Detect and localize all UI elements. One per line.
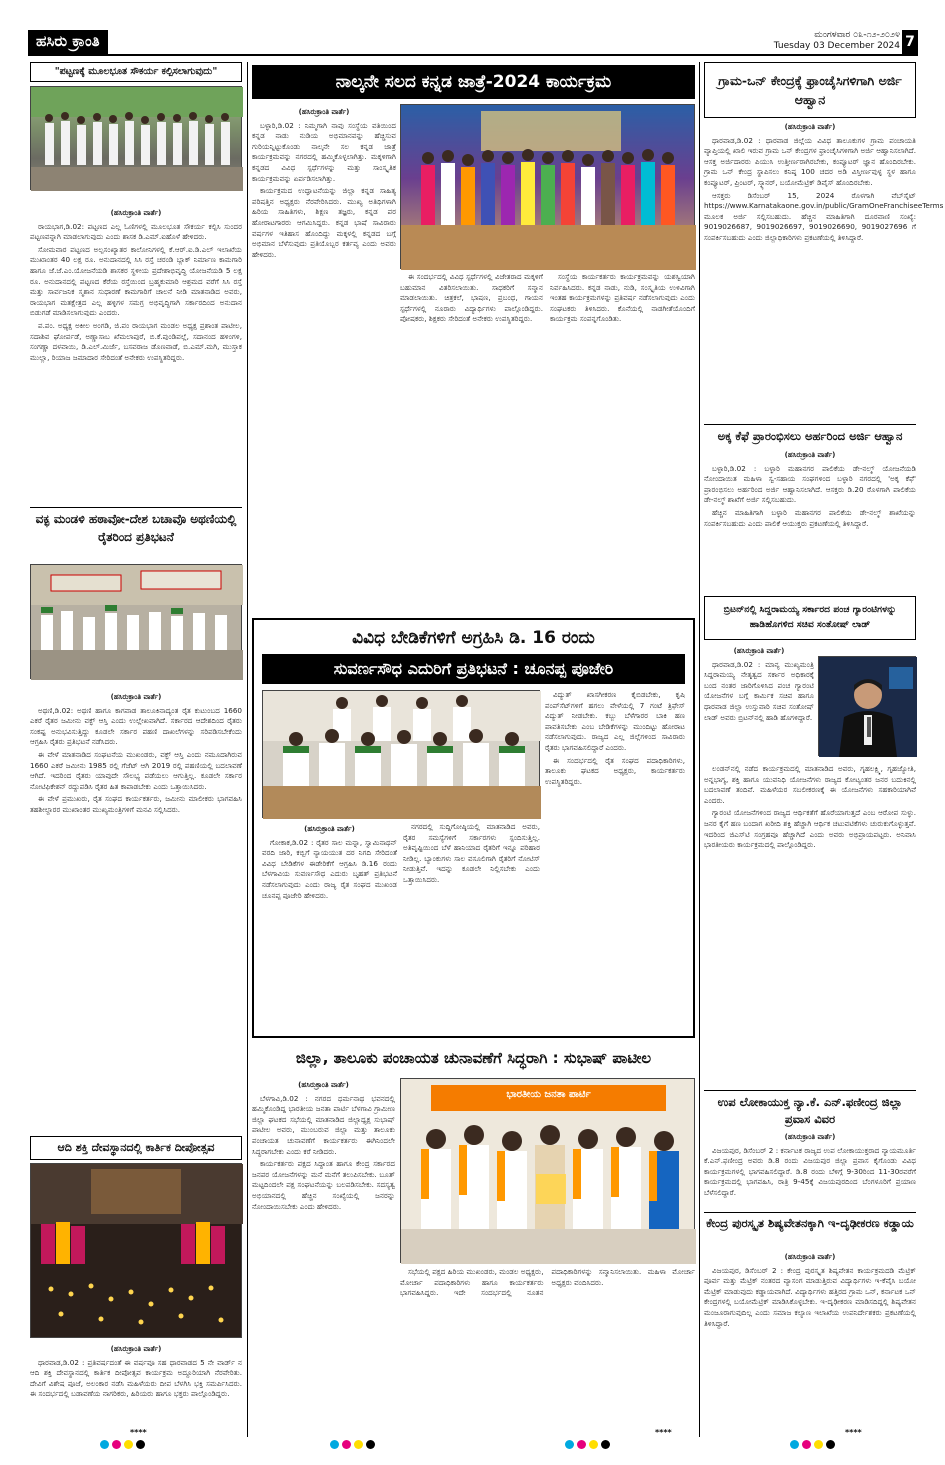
paragraph: ರಾಯಭಾಗ,ಡಿ.02: ಪಟ್ಟಣದ ಎಲ್ಲ ಓಣಿಗಳಲ್ಲಿ ಮೂಲಭೂತ ಸೌಕರ್ಯ ಕಲ್ಪಿಸಿ ಸುಂದರ ಪಟ್ಟಣವನ್ನಾಗಿ ಮಾಡಲಾಗುವುದು ಎಂದು ಶಾಸಕ ಡಿ.ಎಮ್.ಐಹೊಳೆ ಹೇಳಿದರು. [30,221,242,242]
headline-akka-cafe: ಅಕ್ಕ ಕೆಫೆ ಪ್ರಾರಂಭಿಸಲು ಅರ್ಹರಿಂದ ಅರ್ಜಿ ಆಹ್ವಾನ [717,429,903,443]
article-kannada-jatre-body-col1 [252,105,396,610]
end-mark: **** [845,1428,862,1437]
registration-dot [124,1440,133,1449]
registration-dot [100,1440,109,1449]
registration-marks [100,1440,145,1450]
paragraph: ಕಾರ್ಯಕರ್ತರು ಪಕ್ಷದ ಸಿದ್ಧಾಂತ ಹಾಗೂ ಕೇಂದ್ರ ಸರ್ಕಾರದ ಜನಪರ ಯೋಜನೆಗಳನ್ನು ಮನೆ ಮನೆಗೆ ತಲುಪಿಸಬೇಕು. ಬೂತ್ ಮಟ್ಟದಿಂದಲೇ ಪಕ್ಷ ಸಂಘಟನೆಯನ್ನು ಬಲಪಡಿಸಬೇಕು. ಸದಸ್ಯತ್ವ ಅಭಿಯಾನದಲ್ಲಿ ಹೆಚ್ಚಿನ ಸಂಖ್ಯೆಯಲ್ಲಿ ಜನರನ್ನು ನೋಂದಾಯಿಸಬೇಕು ಎಂದು ಹೇಳಿದರು. [252,1159,395,1211]
paragraph: ಗೋಕಾಕ,ಡಿ.02 : ರೈತರ ಸಾಲ ಮನ್ನಾ, ಸ್ವಾಮಿನಾಥನ್ ವರದಿ ಜಾರಿ, ಕಬ್ಬಿಗೆ ನ್ಯಾಯಯುತ ದರ ನಿಗದಿ ಸೇರಿದಂತೆ ವಿವಿಧ ಬೇಡಿಕೆಗಳ ಈಡೇರಿಕೆಗೆ ಆಗ್ರಹಿಸಿ ಡಿ.16 ರಂದು ಬೆಳಗಾವಿಯ ಸುವರ್ಣಸೌಧ ಎದುರು ಬೃಹತ್ ಪ್ರತಿಭಟನೆ ನಡೆಸಲಾಗುವುದು ಎಂದು ರಾಜ್ಯ ರೈತ ಸಂಘದ ಮುಖಂಡ ಚೂನಪ್ಪ ಪೂಜೇರಿ ಹೇಳಿದರು. [262,837,397,900]
headline-suvarnasoudha-line1: ವಿವಿಧ ಬೇಡಿಕೆಗಳಿಗೆ ಅಗ್ರಹಿಸಿ ಡಿ. 16 ರಂದು [352,628,595,648]
photo-banner-text: ಭಾರತೀಯ ಜನತಾ ಪಾರ್ಟಿ [506,1089,591,1100]
article-kannada-jatre-body-col2 [400,272,543,610]
paragraph: ಬೆಳಗಾವಿ,ಡಿ.02 : ನಗರದ ಧರ್ಮನಾಥ ಭವನದಲ್ಲಿ ಹಮ್ಮಿಕೊಂಡಿದ್ದ ಭಾರತೀಯ ಜನತಾ ಪಾರ್ಟಿ ಬೆಳಗಾವಿ ಗ್ರಾಮೀಣ ಜಿಲ್ಲಾ ಘಟಕದ ಸಭೆಯಲ್ಲಿ ಮಾತನಾಡಿದ ಜಿಲ್ಲಾಧ್ಯಕ್ಷ ಸುಭಾಷ್ ಪಾಟೀಲ ಅವರು, ಮುಂಬರುವ ಜಿಲ್ಲಾ ಮತ್ತು ತಾಲೂಕು ಪಂಚಾಯತ ಚುನಾವಣೆಗೆ ಕಾರ್ಯಕರ್ತರು ಈಗಿನಿಂದಲೇ ಸಿದ್ಧರಾಗಬೇಕು ಎಂದು ಕರೆ ನೀಡಿದರು. [252,1093,395,1156]
paragraph: ಈ ಸಂದರ್ಭದಲ್ಲಿ ರೈತ ಸಂಘದ ಪದಾಧಿಕಾರಿಗಳು, ತಾಲೂಕು ಘಟಕದ ಅಧ್ಯಕ್ಷರು, ಕಾರ್ಯಕರ್ತರು ಉಪಸ್ಥಿತರಿದ್ದರು. [545,755,685,786]
article-panchayat-election-body-col2 [400,1267,695,1435]
paragraph: ಈ ಸಂದರ್ಭದಲ್ಲಿ ವಿವಿಧ ಸ್ಪರ್ಧೆಗಳಲ್ಲಿ ವಿಜೇತರಾದ ಮಕ್ಕಳಿಗೆ ಬಹುಮಾನ ವಿತರಿಸಲಾಯಿತು. ಸಾಧಕರಿಗೆ ಸನ್ಮಾನ ಮಾಡಲಾಯಿತು. ಚಿತ್ರಕಲೆ, ಭಾಷಣ, ಪ್ರಬಂಧ, ಗಾಯನ ಸ್ಪರ್ಧೆಗಳಲ್ಲಿ ನೂರಾರು ವಿದ್ಯಾರ್ಥಿಗಳು ಪಾಲ್ಗೊಂಡಿದ್ದರು. ಪೋಷಕರು, ಶಿಕ್ಷಕರು ಸೇರಿದಂತೆ ಅನೇಕರು ಉಪಸ್ಥಿತರಿದ್ದರು. [400,272,543,324]
article-santosh-lad-body [704,764,916,1086]
article-kannada-jatre-body-col3 [550,272,695,610]
registration-dot [330,1440,339,1449]
paragraph: ವಿದ್ಯುತ್ ಖಾಸಗೀಕರಣ ಕೈಬಿಡಬೇಕು, ಕೃಷಿ ಪಂಪ್‌ಸೆಟ್‌ಗಳಿಗೆ ಹಗಲು ವೇಳೆಯಲ್ಲಿ 7 ಗಂಟೆ ತ್ರಿಫೇಸ್ ವಿದ್ಯುತ್ ನೀಡಬೇಕು. ಕಬ್ಬು ಬೆಳೆಗಾರರ ಬಾಕಿ ಹಣ ಪಾವತಿಸಬೇಕು ಎಂಬ ಬೇಡಿಕೆಗಳನ್ನು ಮುಂದಿಟ್ಟು ಹೋರಾಟ ನಡೆಸಲಾಗುವುದು. ರಾಜ್ಯದ ಎಲ್ಲ ಜಿಲ್ಲೆಗಳಿಂದ ಸಾವಿರಾರು ರೈತರು ಭಾಗವಹಿಸಲಿದ್ದಾರೆ ಎಂದರು. [545,690,685,752]
end-mark: **** [655,1428,672,1437]
article-upa-lokayukta-body [704,1130,916,1210]
registration-dot [366,1440,375,1449]
registration-dot [136,1440,145,1449]
headline-karthika-deepotsava: ಆದಿ ಶಕ್ತಿ ದೇವಸ್ಥಾನದಲ್ಲಿ ಕಾರ್ತಿಕ ದೀಪೋತ್ಸವ [30,1136,242,1160]
registration-dot [601,1440,610,1449]
bjp-meeting-graphic [401,1079,696,1264]
registration-dot [112,1440,121,1449]
byline: (ಹಸಿರುಕ್ರಾಂತಿ ವಾರ್ತೆ) [304,825,355,833]
byline: (ಹಸಿರುಕ್ರಾಂತಿ ವಾರ್ತೆ) [110,209,162,217]
lamps-graphic [31,1164,243,1339]
article-divider [704,1090,916,1091]
registration-dot [802,1440,811,1449]
headline-grama-one: ಗ್ರಾಮ-ಒನ್ ಕೇಂದ್ರಕ್ಕೆ ಫ್ರಾಂಚೈಸಿಗಳಿಗಾಗಿ ಅರ್ಜಿ ಆಹ್ವಾನ [704,62,916,118]
paragraph: ನಗರದಲ್ಲಿ ಸುದ್ದಿಗೋಷ್ಠಿಯಲ್ಲಿ ಮಾತನಾಡಿದ ಅವರು, ರೈತರ ಸಮಸ್ಯೆಗಳಿಗೆ ಸರ್ಕಾರಗಳು ಸ್ಪಂದಿಸುತ್ತಿಲ್ಲ. ಅತಿವೃಷ್ಟಿಯಿಂದ ಬೆಳೆ ಹಾನಿಯಾದ ರೈತರಿಗೆ ಇನ್ನೂ ಪರಿಹಾರ ನೀಡಿಲ್ಲ. ಬ್ಯಾಂಕುಗಳು ಸಾಲ ವಸೂಲಿಗಾಗಿ ರೈತರಿಗೆ ನೋಟಿಸ್ ನೀಡುತ್ತಿವೆ. ಇದನ್ನು ಕೂಡಲೇ ನಿಲ್ಲಿಸಬೇಕು ಎಂದು ಒತ್ತಾಯಿಸಿದರು. [403,822,540,884]
byline: (ಹಸಿರುಕ್ರಾಂತಿ ವಾರ್ತೆ) [298,108,350,116]
photo-farmers-protest [30,564,242,679]
paragraph: ಬಳ್ಳಾರಿ,ಡಿ.02 : ನಿಮ್ಮಗಾಗಿ ನಾವು ಸಂಸ್ಥೆಯ ವತಿಯಿಂದ ಕನ್ನಡ ನಾಡು ನುಡಿಯ ಅಭಿಮಾನವನ್ನು ಹೆಚ್ಚಿಸುವ ಗುರಿಯನ್ನಿಟ್ಟುಕೊಂಡು ನಾಲ್ಕನೇ ಸಲ ಕನ್ನಡ ಜಾತ್ರೆ ಕಾರ್ಯಕ್ರಮವನ್ನು ನಗರದಲ್ಲಿ ಹಮ್ಮಿಕೊಳ್ಳಲಾಗಿತ್ತು. ಮಕ್ಕಳಿಗಾಗಿ ಕನ್ನಡದ ವಿವಿಧ ಸ್ಪರ್ಧೆಗಳನ್ನು ಮತ್ತು ಸಾಂಸ್ಕೃತಿಕ ಕಾರ್ಯಕ್ರಮವನ್ನು ಏರ್ಪಡಿಸಲಾಗಿತ್ತು. [252,120,396,183]
page-number: 7 [902,30,918,54]
registration-dot [565,1440,574,1449]
speaker-graphic [819,657,917,757]
article-scholarship-body [704,1250,916,1430]
byline: (ಹಸಿರುಕ್ರಾಂತಿ ವಾರ್ತೆ) [784,123,836,131]
article-waqf-protest-body [30,690,242,1120]
registration-marks [790,1440,835,1450]
article-protest-body-col2 [403,822,540,1030]
photo-bjp-meeting [400,1078,695,1263]
article-protest-body-col3 [545,690,685,1030]
headline-panchayat-election: ಜಿಲ್ಲಾ, ತಾಲೂಕು ಪಂಚಾಯತ ಚುನಾವಣೆಗೆ ಸಿದ್ಧರಾಗಿ : ಸುಭಾಷ್ ಪಾಟೀಲ [295,1049,652,1067]
paragraph: ಧಾರವಾಡ,ಡಿ.02 : ಮಾನ್ಯ ಮುಖ್ಯಮಂತ್ರಿ ಸಿದ್ದರಾಮಯ್ಯ ನೇತೃತ್ವದ ಸರ್ಕಾರ ಅಧಿಕಾರಕ್ಕೆ ಬಂದ ನಂತರ ಜಾರಿಗೊಳಿಸಿದ ಪಂಚ ಗ್ಯಾರಂಟಿ ಯೋಜನೆಗಳ ಬಗ್ಗೆ ಕಾರ್ಮಿಕ ಸಚಿವ ಹಾಗೂ ಧಾರವಾಡ ಜಿಲ್ಲಾ ಉಸ್ತುವಾರಿ ಸಚಿವ ಸಂತೋಷ್ ಲಾಡ್ ಅವರು ಬ್ರಿಟನ್‌ನಲ್ಲಿ ಹಾಡಿ ಹೊಗಳಿದ್ದಾರೆ. [704,659,814,722]
paragraph: ಆಸಕ್ತರು ಡಿಸೆಂಬರ್ 15, 2024 ರೊಳಗಾಗಿ ವೆಬ್‌ಸೈಟ್ https://www.Karnatakaone.gov.in/public/GramOneFranchiseeTerms ಮೂಲಕ ಅರ್ಜಿ ಸಲ್ಲಿಸಬಹುದು. ಹೆಚ್ಚಿನ ಮಾಹಿತಿಗಾಗಿ ದೂರವಾಣಿ ಸಂಖ್ಯೆ: 9019026687, 9019026697, 9019026690, 9019027696 ಗೆ ಸಂಪರ್ಕಿಸಬಹುದು ಎಂದು ಜಿಲ್ಲಾಧಿಕಾರಿಗಳು ಪ್ರಕಟಣೆಯಲ್ಲಿ ತಿಳಿಸಿದ್ದಾರೆ. [704,190,944,242]
article-protest-body-col1 [262,822,397,1030]
registration-dot [577,1440,586,1449]
registration-dot [814,1440,823,1449]
headline-waqf-protest: ವಕ್ಫ ಮಂಡಳಿ ಹಠಾವೋ-ದೇಶ ಬಚಾವೊ ಅಥಣಿಯಲ್ಲಿ ರೈತರಿಂದ ಪ್ರತಿಭಟನೆ [35,512,237,544]
photo-santosh-lad [818,656,916,756]
paragraph: ಸಭೆಯಲ್ಲಿ ಪಕ್ಷದ ಹಿರಿಯ ಮುಖಂಡರು, ಮಂಡಲ ಅಧ್ಯಕ್ಷರು, ಮೋರ್ಚಾ ಪದಾಧಿಕಾರಿಗಳು ಹಾಗೂ ಕಾರ್ಯಕರ್ತರು ಭಾಗವಹಿಸಿದ್ದರು. ಇದೇ ಸಂದರ್ಭದಲ್ಲಿ ನೂತನ ಪದಾಧಿಕಾರಿಗಳನ್ನು ಸನ್ಮಾನಿಸಲಾಯಿತು. ಮಹಿಳಾ ಮೋರ್ಚಾ ಅಧ್ಯಕ್ಷರು ವಂದಿಸಿದರು. [400,1267,695,1298]
stage-graphic [401,105,696,270]
registration-marks [565,1440,610,1450]
article-grama-one-body [704,120,944,420]
article-divider [30,507,242,508]
date-kannada: ಮಂಗಳವಾರ ೦೩-೧೨-೨೦೨೪ [814,30,900,40]
paragraph: ಲಂಡನ್‌ನಲ್ಲಿ ನಡೆದ ಕಾರ್ಯಕ್ರಮದಲ್ಲಿ ಮಾತನಾಡಿದ ಅವರು, ಗೃಹಲಕ್ಷ್ಮಿ, ಗೃಹಜ್ಯೋತಿ, ಅನ್ನಭಾಗ್ಯ, ಶಕ್ತಿ ಹಾಗೂ ಯುವನಿಧಿ ಯೋಜನೆಗಳು ರಾಜ್ಯದ ಕೋಟ್ಯಂತರ ಜನರ ಬದುಕಿನಲ್ಲಿ ಬದಲಾವಣೆ ತಂದಿವೆ. ಮಹಿಳೆಯರ ಸಬಲೀಕರಣಕ್ಕೆ ಈ ಯೋಜನೆಗಳು ಸಹಕಾರಿಯಾಗಿವೆ ಎಂದರು. [704,764,916,805]
photo-groundbreaking-ceremony [30,86,242,190]
headline-basic-facilities: "ಪಟ್ಟಣಕ್ಕೆ ಮೂಲಭೂತ ಸೌಕರ್ಯ ಕಲ್ಪಿಸಲಾಗುವುದು" [30,62,242,82]
group-people-graphic [31,87,243,191]
headline-scholarship: ಕೇಂದ್ರ ಪುರಸ್ಕೃತ ಶಿಷ್ಯವೇತನಕ್ಕಾಗಿ ಇ-ದೃಢೀಕರಣ ಕಡ್ಡಾಯ [706,1216,914,1230]
photo-press-meet [262,690,540,818]
paragraph: ಪ.ಪಂ. ಅಧ್ಯಕ್ಷ ಅಕೀಲ ಅಂಗಡಿ, ಜಿ.ಪಂ ರಾಯಭಾಗ ಮಂಡಲ ಅಧ್ಯಕ್ಷ ಪ್ರಶಾಂತ ಪಾಟೀಲ, ಸದಾಶಿವ ಘೋರ್ಪಡೆ, ಅಣ್ಣಾಸಾಬ ಖೆಮಲಾಪುರೆ, ಬಿ.ಕೆ.ಪುಂಡಿಪಲ್ಲೆ, ಸದಾನಂದ ಹಳಿಂಗಳಿ, ಸಂಗಣ್ಣಾ ದಳವಾಯಿ, ಡಿ.ಎಲ್.ಮಿರ್ಜೆ, ಬಸವರಾಜ ಡೊಣವಾಡೆ, ಬಿ.ಎಮ್.ಮಗಿ, ಮುಸ್ತಾಕ ಮುಲ್ಲಾ, ರಿಯಾಜ ಜಮಾದಾರ ಸೇರಿದಂತೆ ಅನೇಕರು ಉಪಸ್ಥಿತರಿದ್ದರು. [30,320,242,362]
article-akka-cafe-body [704,448,916,592]
paragraph: ಸೋಮವಾರ ಪಟ್ಟಣದ ಅಲ್ಪಸಂಖ್ಯಾತರ ಕಾಲೋನಿಗಳಲ್ಲಿ ಕೆ.ಆರ್.ಐ.ಡಿ.ಎಲ್ ಇಲಾಖೆಯ ಮುಖಾಂತರ 40 ಲಕ್ಷ ರೂ. ಅನುದಾನದಲ್ಲಿ ಸಿಸಿ ರಸ್ತೆ ಚರಂಡಿ ಬ್ಲಾಕ್ ನಿರ್ಮಾಣ ಕಾಮಗಾರಿ ಹಾಗೂ ಜೆ.ಜೆ.ಎಂ.ಯೋಜನೆಯಡಿ ಶಾಸಕರ ಸ್ಥಳೀಯ ಪ್ರದೇಶಾಭಿವೃದ್ಧಿ ಯೋಜನೆಯಡಿ 5 ಲಕ್ಷ ರೂ. ಅನುದಾನದಲ್ಲಿ ಪಟ್ಟಣದ ಕೆರೆಯ ರಸ್ತೆಯಿಂದ ಬ್ರಹ್ಮಕುಮಾರಿ ಆಶ್ರಮದ ವರೆಗೆ ಸಿಸಿ ರಸ್ತೆ ಮತ್ತು ಸಾರ್ವಜನಿಕ ಸ್ಮಶಾನ ಸುಧಾರಣೆ ಕಾಮಗಾರಿಗೆ ಚಾಲನೆ ನೀಡಿ ಮಾತನಾಡಿದ ಅವರು, ರಾಯಭಾಗ ಮತಕ್ಷೇತ್ರದ ಎಲ್ಲ ಹಳ್ಳಿಗಳ ಸಮಗ್ರ ಅಭಿವೃದ್ಧಿಗಾಗಿ ಸರ್ಕಾರದಿಂದ ಅನುದಾನ ಬಿಡುಗಡೆ ಮಾಡಿಸಲಾಗುವುದು ಎಂದರು. [30,244,242,318]
paragraph: ಧಾರವಾಡ,ಡಿ.02 : ಪ್ರತಿವರ್ಷದಂತೆ ಈ ವರ್ಷವೂ ಸಹ ಧಾರವಾಡದ 5 ನೇ ವಾರ್ಡ್ ನ ಆದಿ ಶಕ್ತಿ ದೇವಸ್ಥಾನದಲ್ಲಿ ಕಾರ್ತಿಕ ದೀಪೋತ್ಸವ ಕಾರ್ಯಕ್ರಮ ಅದ್ದೂರಿಯಾಗಿ ನೆರವೇರಿತು. ದೇವಿಗೆ ವಿಶೇಷ ಪೂಜೆ, ಅಲಂಕಾರ ನಡೆಸಿ ಮಹಿಳೆಯರು ದೀಪ ಬೆಳಗಿಸಿ ಭಕ್ತಿ ಸಮರ್ಪಿಸಿದರು. ಈ ಸಂದರ್ಭದಲ್ಲಿ ಬಡಾವಣೆಯ ನಾಗರಿಕರು, ಹಿರಿಯರು ಹಾಗೂ ಭಕ್ತರು ಪಾಲ್ಗೊಂಡಿದ್ದರು. [30,1357,242,1399]
paragraph: ಕಾರ್ಯಕ್ರಮದ ಉದ್ಘಾಟನೆಯನ್ನು ಜಿಲ್ಲಾ ಕನ್ನಡ ಸಾಹಿತ್ಯ ಪರಿಷತ್ತಿನ ಅಧ್ಯಕ್ಷರು ನೆರವೇರಿಸಿದರು. ಮುಖ್ಯ ಅತಿಥಿಗಳಾಗಿ ಹಿರಿಯ ಸಾಹಿತಿಗಳು, ಶಿಕ್ಷಣ ತಜ್ಞರು, ಕನ್ನಡ ಪರ ಹೋರಾಟಗಾರರು ಆಗಮಿಸಿದ್ದರು. ಕನ್ನಡ ಭಾಷೆ ಸಾವಿರಾರು ವರ್ಷಗಳ ಇತಿಹಾಸ ಹೊಂದಿದ್ದು ಮಕ್ಕಳಲ್ಲಿ ಕನ್ನಡದ ಬಗ್ಗೆ ಅಭಿಮಾನ ಬೆಳೆಸುವುದು ಪ್ರತಿಯೊಬ್ಬರ ಕರ್ತವ್ಯ ಎಂದು ಅವರು ಹೇಳಿದರು. [252,186,396,259]
photo-deepotsava [30,1163,242,1338]
paragraph: ಧಾರವಾಡ,ಡಿ.02 : ಧಾರವಾಡ ಜಿಲ್ಲೆಯ ವಿವಿಧ ತಾಲೂಕುಗಳ ಗ್ರಾಮ ಪಂಚಾಯತಿ ವ್ಯಾಪ್ತಿಯಲ್ಲಿ ಖಾಲಿ ಇರುವ ಗ್ರಾಮ ಒನ್ ಕೇಂದ್ರಗಳ ಫ್ರಾಂಚೈಸಿಗಳಿಗಾಗಿ ಅರ್ಜಿ ಆಹ್ವಾನಿಸಲಾಗಿದೆ. ಆಸಕ್ತ ಅರ್ಜಿದಾರರು ಪಿಯುಸಿ ಉತ್ತೀರ್ಣರಾಗಿರಬೇಕು, ಕಂಪ್ಯೂಟರ್ ಜ್ಞಾನ ಹೊಂದಿರಬೇಕು. ಗ್ರಾಮ ಒನ್ ಕೇಂದ್ರ ಸ್ಥಾಪಿಸಲು ಕನಿಷ್ಠ 100 ಚದರ ಅಡಿ ವಿಸ್ತೀರ್ಣವುಳ್ಳ ಸ್ಥಳ ಹಾಗೂ ಕಂಪ್ಯೂಟರ್, ಪ್ರಿಂಟರ್, ಸ್ಕ್ಯಾನರ್, ಬಯೋಮೆಟ್ರಿಕ್ ಡಿವೈಸ್ ಹೊಂದಿರಬೇಕು. [704,135,916,187]
byline: (ಹಸಿರುಕ್ರಾಂತಿ ವಾರ್ತೆ) [784,451,836,459]
byline: (ಹಸಿರುಕ್ರಾಂತಿ ವಾರ್ತೆ) [733,647,785,655]
registration-dot [589,1440,598,1449]
paragraph: ಈ ವೇಳೆ ಮಾತನಾಡಿದ ಸಂಘಟನೆಯ ಮುಖಂಡರು, ವಕ್ಫ್ ಆಸ್ತಿ ಎಂದು ನಮೂದಾಗಿರುವ 1660 ಎಕರೆ ಜಮೀನು 1985 ರಲ್ಲಿ ಗೆಜೆಟ್ ಆಗಿ 2019 ರಲ್ಲಿ ಪಹಣಿಯಲ್ಲಿ ಬದಲಾವಣೆ ಆಗಿದೆ. ಇದರಿಂದ ರೈತರು ಯಾವುದೇ ಸೌಲಭ್ಯ ಪಡೆಯಲು ಆಗುತ್ತಿಲ್ಲ. ಕೂಡಲೇ ಸರ್ಕಾರ ನೋಟಿಫಿಕೇಶನ್ ರದ್ದುಪಡಿಸಿ ರೈತರ ಹಿತ ಕಾಪಾಡಬೇಕು ಎಂದು ಒತ್ತಾಯಿಸಿದರು. [30,749,242,791]
end-mark: **** [130,1428,147,1437]
registration-dot [790,1440,799,1449]
byline: (ಹಸಿರುಕ್ರಾಂತಿ ವಾರ್ತೆ) [110,1345,162,1353]
paragraph: ವಿಜಯಪುರ, ಡಿಸೆಂಬರ್ 2 : ಕರ್ನಾಟಕ ರಾಜ್ಯದ ಉಪ ಲೋಕಾಯುಕ್ತರಾದ ನ್ಯಾಯಮೂರ್ತಿ ಕೆ.ಎನ್.ಫಣೀಂದ್ರ ಅವರು ಡಿ.8 ರಂದು ವಿಜಯಪುರ ಜಿಲ್ಲಾ ಪ್ರವಾಸ ಕೈಗೊಂಡು ವಿವಿಧ ಕಾರ್ಯಕ್ರಮಗಳಲ್ಲಿ ಭಾಗವಹಿಸಲಿದ್ದಾರೆ. ಡಿ.8 ರಂದು ಬೆಳಿಗ್ಗೆ 9-30ರಿಂದ 11-30ರವರೆಗೆ ಕಾರ್ಯಕ್ರಮದಲ್ಲಿ ಭಾಗವಹಿಸಿ, ರಾತ್ರಿ 9-45ಕ್ಕೆ ವಿಜಯಪುರದಿಂದ ಬೆಂಗಳೂರಿಗೆ ಪ್ರಯಾಣ ಬೆಳೆಸಲಿದ್ದಾರೆ. [704,1145,916,1197]
press-meet-graphic [263,691,541,819]
paper-name: ಹಸಿರು ಕ್ರಾಂತಿ [28,30,108,54]
paragraph: ಈ ವೇಳೆ ಪ್ರಮುಖರು, ರೈತ ಸಂಘದ ಕಾರ್ಯಕರ್ತರು, ಜಮೀನು ಮಾಲೀಕರು ಭಾಗವಹಿಸಿ ತಹಶೀಲ್ದಾರರ ಮುಖಾಂತರ ಮುಖ್ಯಮಂತ್ರಿಗಳಿಗೆ ಮನವಿ ಸಲ್ಲಿಸಿದರು. [30,794,242,814]
paragraph: ಹೆಚ್ಚಿನ ಮಾಹಿತಿಗಾಗಿ ಬಳ್ಳಾರಿ ಮಹಾನಗರ ಪಾಲಿಕೆಯ ಡೇ-ನಲ್ಮ್ ಶಾಖೆಯನ್ನು ಸಂಪರ್ಕಿಸಬಹುದು ಎಂದು ಪಾಲಿಕೆ ಆಯುಕ್ತರು ಪ್ರಕಟಣೆಯಲ್ಲಿ ತಿಳಿಸಿದ್ದಾರೆ. [704,507,916,528]
paragraph: ಸಂಸ್ಥೆಯ ಕಾರ್ಯಕರ್ತರು ಕಾರ್ಯಕ್ರಮವನ್ನು ಯಶಸ್ವಿಯಾಗಿ ನಿರ್ವಹಿಸಿದರು. ಕನ್ನಡ ನಾಡು, ನುಡಿ, ಸಂಸ್ಕೃತಿಯ ಉಳಿವಿಗಾಗಿ ಇಂತಹ ಕಾರ್ಯಕ್ರಮಗಳನ್ನು ಪ್ರತಿವರ್ಷ ನಡೆಸಲಾಗುವುದು ಎಂದು ಸಂಘಟಕರು ತಿಳಿಸಿದರು. ಕೊನೆಯಲ್ಲಿ ನಾಡಗೀತೆಯೊಂದಿಗೆ ಕಾರ್ಯಕ್ರಮ ಸಂಪನ್ನಗೊಂಡಿತು. [550,272,695,324]
headline-santosh-lad: ಬ್ರಿಟನ್‌ನಲ್ಲಿ ಸಿದ್ದರಾಮಯ್ಯ ಸರ್ಕಾರದ ಪಂಚ ಗ್ಯಾರಂಟಿಗಳನ್ನು ಹಾಡಿಹೊಗಳಿದ ಸಚಿವ ಸಂತೋಷ್ ಲಾಡ್ [704,596,916,640]
registration-dot [826,1440,835,1449]
article-divider [704,1212,916,1213]
registration-dot [342,1440,351,1449]
headline-kannada-jatre: ನಾಲ್ಕನೇ ಸಲದ ಕನ್ನಡ ಜಾತ್ರೆ-2024 ಕಾರ್ಯಕ್ರಮ [252,65,695,99]
date-english: Tuesday 03 December 2024 [773,41,900,51]
registration-marks [330,1440,375,1450]
masthead [28,30,918,56]
byline: (ಹಸಿರುಕ್ರಾಂತಿ ವಾರ್ತೆ) [784,1133,836,1141]
article-deepotsava-body [30,1342,242,1432]
headline-upa-lokayukta: ಉಪ ಲೋಕಾಯುಕ್ತ ನ್ಯಾ.ಕೆ. ಎನ್.ಫಣೀಂದ್ರ ಜಿಲ್ಲಾ ಪ್ರವಾಸ ವಿವರ [717,1095,903,1126]
byline: (ಹಸಿರುಕ್ರಾಂತಿ ವಾರ್ತೆ) [784,1253,836,1261]
paragraph: ಬಳ್ಳಾರಿ,ಡಿ.02 : ಬಳ್ಳಾರಿ ಮಹಾನಗರ ಪಾಲಿಕೆಯ ಡೇ-ನಲ್ಮ್ ಯೋಜನೆಯಡಿ ನೋಂದಾಯಿತ ಮಹಿಳಾ ಸ್ವ-ಸಹಾಯ ಸಂಘಗಳಿಂದ ಬಳ್ಳಾರಿ ನಗರದಲ್ಲಿ 'ಅಕ್ಕ ಕೆಫೆ' ಪ್ರಾರಂಭಿಸಲು ಅರ್ಹರಿಂದ ಅರ್ಜಿ ಆಹ್ವಾನಿಸಲಾಗಿದೆ. ಆಸಕ್ತರು ಡಿ.20 ರೊಳಗಾಗಿ ಪಾಲಿಕೆಯ ಡೇ-ನಲ್ಮ್ ಶಾಖೆಗೆ ಅರ್ಜಿ ಸಲ್ಲಿಸಬಹುದು. [704,463,916,505]
article-basic-facilities-body [30,206,242,502]
date-block [774,30,900,52]
paragraph: ಗ್ಯಾರಂಟಿ ಯೋಜನೆಗಳಿಂದ ರಾಜ್ಯದ ಆರ್ಥಿಕತೆಗೆ ಹೊರೆಯಾಗುತ್ತದೆ ಎಂಬ ಆರೋಪ ಸುಳ್ಳು. ಜನರ ಕೈಗೆ ಹಣ ಬಂದಾಗ ಖರೀದಿ ಶಕ್ತಿ ಹೆಚ್ಚಾಗಿ ಆರ್ಥಿಕ ಚಟುವಟಿಕೆಗಳು ಚುರುಕುಗೊಳ್ಳುತ್ತವೆ. ಇದರಿಂದ ಜಿಎಸ್‌ಟಿ ಸಂಗ್ರಹವೂ ಹೆಚ್ಚಾಗಿದೆ ಎಂದು ಅವರು ಅಭಿಪ್ರಾಯಪಟ್ಟರು. ಅನಿವಾಸಿ ಭಾರತೀಯರು ಕಾರ್ಯಕ್ರಮದಲ್ಲಿ ಪಾಲ್ಗೊಂಡಿದ್ದರು. [704,808,916,850]
paragraph: ಅಥಣಿ,ಡಿ.02: ಅಥಣಿ ಹಾಗೂ ಕಾಗವಾಡ ತಾಲೂಕಿನಾದ್ಯಂತ ರೈತ ಕುಟುಂಬದ 1660 ಎಕರೆ ರೈತರ ಜಮೀನು ವಕ್ಫ್ ಆಸ್ತಿ ಎಂದು ಉಲ್ಲೇಖವಾಗಿದೆ. ಸರ್ಕಾರದ ಆದೇಶದಿಂದ ರೈತರು ಸಂಕಷ್ಟ ಅನುಭವಿಸುತ್ತಿದ್ದು ಕೂಡಲೇ ಸರ್ಕಾರ ಪಹಣಿ ದಾಖಲೆಗಳನ್ನು ಸರಿಪಡಿಸಬೇಕೆಂದು ಆಗ್ರಹಿಸಿ ರೈತರು ಪ್ರತಿಭಟನೆ ನಡೆಸಿದರು. [30,705,242,747]
column-rule [699,62,700,1437]
protest-graphic [31,565,243,680]
article-panchayat-election-body-col1 [252,1078,395,1433]
photo-kannada-jatre-stage [400,104,695,269]
column-rule [247,62,248,1437]
byline: (ಹಸಿರುಕ್ರಾಂತಿ ವಾರ್ತೆ) [110,693,162,701]
byline: (ಹಸಿರುಕ್ರಾಂತಿ ವಾರ್ತೆ) [298,1081,349,1089]
article-santosh-lad-body-top [704,644,814,762]
headline-suvarnasoudha-line2: ಸುವರ್ಣಸೌಧ ಎದುರಿಗೆ ಪ್ರತಿಭಟನೆ : ಚೂನಪ್ಪ ಪೂಜೇರಿ [262,654,685,684]
registration-dot [354,1440,363,1449]
article-divider [704,424,916,425]
paragraph: ವಿಜಯಪುರ, ಡಿಸೆಂಬರ್ 2 : ಕೇಂದ್ರ ಪುರಸ್ಕೃತ ಶಿಷ್ಯವೇತನ ಕಾರ್ಯಕ್ರಮದಡಿ ಮೆಟ್ರಿಕ್ ಪೂರ್ವ ಮತ್ತು ಮೆಟ್ರಿಕ್ ನಂತರದ ವ್ಯಾಸಂಗ ಮಾಡುತ್ತಿರುವ ವಿದ್ಯಾರ್ಥಿಗಳು ಇ-ಕೆವೈಸಿ ಬಯೋ ಮೆಟ್ರಿಕ್ ಮಾಡುವುದು ಕಡ್ಡಾಯವಾಗಿದೆ. ವಿದ್ಯಾರ್ಥಿಗಳು ಹತ್ತಿರದ ಗ್ರಾಮ ಒನ್, ಕರ್ನಾಟಕ ಒನ್ ಕೇಂದ್ರಗಳಲ್ಲಿ ಬಯೋಮೆಟ್ರಿಕ್ ಮಾಡಿಸಿಕೊಳ್ಳಬೇಕು. ಇ-ದೃಢೀಕರಣ ಮಾಡಿಸದಿದ್ದಲ್ಲಿ ಶಿಷ್ಯವೇತನ ಮಂಜೂರಾಗುವುದಿಲ್ಲ ಎಂದು ಸಮಾಜ ಕಲ್ಯಾಣ ಇಲಾಖೆಯ ಉಪನಿರ್ದೇಶಕರು ಪ್ರಕಟಣೆಯಲ್ಲಿ ತಿಳಿಸಿದ್ದಾರೆ. [704,1265,916,1328]
